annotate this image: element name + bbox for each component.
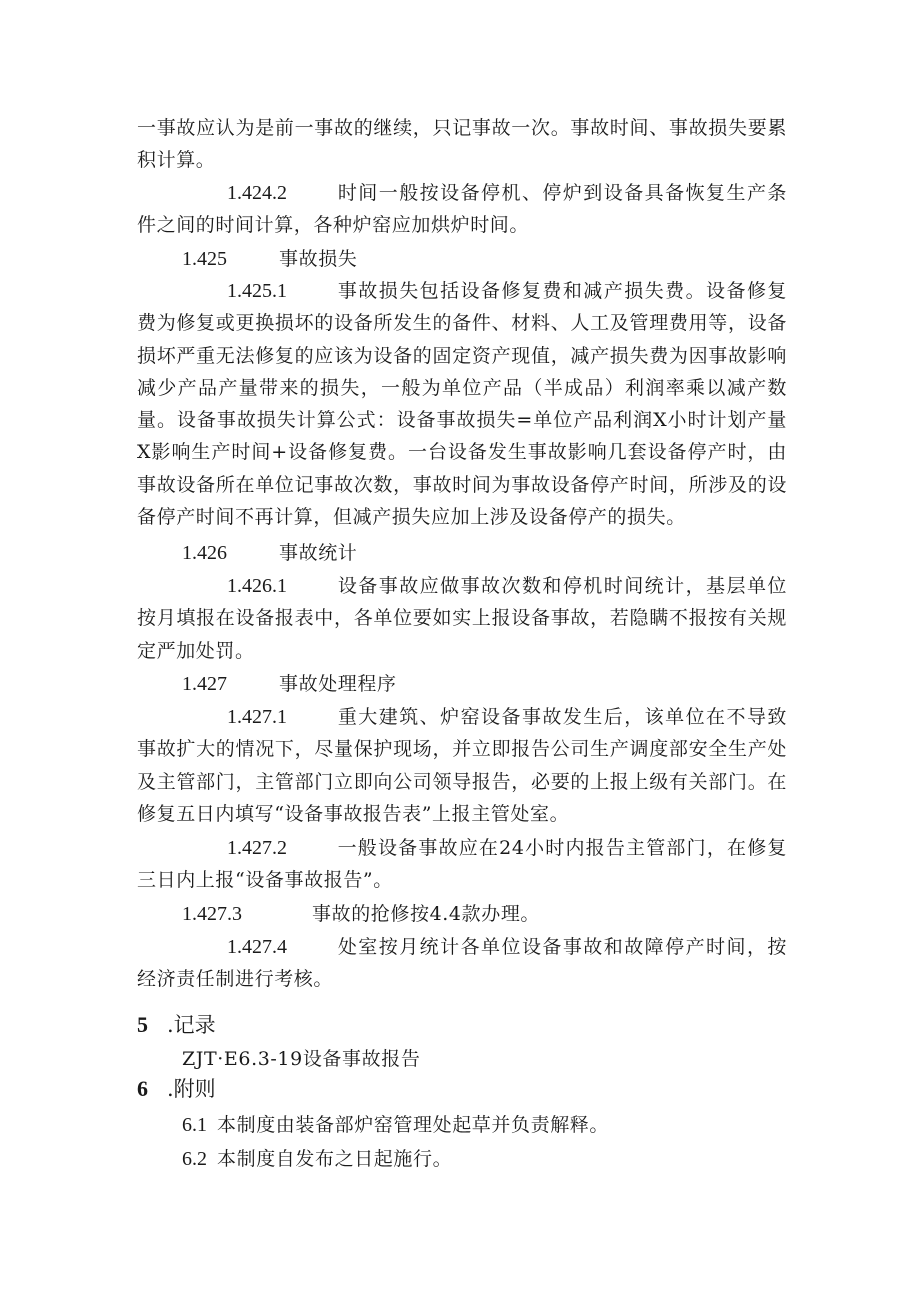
clause-heading: 事故损失 [279,248,358,270]
clause-number: 6.2 [182,1148,207,1170]
clause-number: 1.426 [182,542,227,564]
section-title: .附则 [167,1077,216,1101]
section-title: .记录 [167,1013,216,1037]
section-5-heading [137,1008,216,1042]
section-6-heading [137,1072,216,1106]
clause-text: 时间一般按设备停机、停炉到设备具备恢复生产条件之间的时间计算，各种炉窑应加烘炉时间。 [137,182,787,237]
clause-heading: 事故统计 [279,542,358,564]
clause-number: 1.425.1 [227,280,287,302]
clause-1-427-4 [137,931,787,996]
clause-1-427-2 [137,832,787,897]
clause-6-1 [182,1109,609,1141]
paragraph-continuation [137,112,787,177]
clause-number: 1.426.1 [227,575,287,597]
paragraph-text: 一事故应认为是前一事故的继续，只记事故一次。事故时间、事故损失要累积计算。 [137,117,787,172]
clause-text: 事故的抢修按4.4款办理。 [312,903,541,925]
clause-1-427-heading [182,668,397,700]
clause-text: 设备事故应做事故次数和停机时间统计，基层单位按月填报在设备报表中，各单位要如实上报设备事故，若隐瞒不报按有关规定严加处罚。 [137,575,787,662]
clause-number: 1.427 [182,673,227,695]
clause-1-427-1 [137,701,787,830]
clause-1-425-heading [182,243,357,275]
clause-text: 本制度自发布之日起施行。 [217,1148,453,1170]
clause-heading: 事故处理程序 [279,673,397,695]
clause-1-427-3 [182,898,540,930]
record-item [182,1043,420,1075]
clause-number: 1.427.3 [182,903,242,925]
clause-6-2 [182,1143,452,1175]
clause-text: 重大建筑、炉窑设备事故发生后，该单位在不导致事故扩大的情况下，尽量保护现场，并立即报告公司生产调度部安全生产处及主管部门，主管部门立即向公司领导报告，必要的上报上级有关部门。在修复五日内填写“设备事故报告表”上报主管处室。 [137,706,787,825]
clause-1-425-1 [137,275,787,533]
record-item-text: ZJT·E6.3-19设备事故报告 [182,1048,421,1070]
clause-1-426-heading [182,537,357,569]
clause-number: 1.424.2 [227,182,287,204]
clause-number: 1.427.2 [227,837,287,859]
clause-1-426-1 [137,570,787,667]
clause-number: 6.1 [182,1114,207,1136]
clause-text: 处室按月统计各单位设备事故和故障停产时间，按经济责任制进行考核。 [137,936,787,991]
clause-number: 1.427.1 [227,706,287,728]
clause-text: 一般设备事故应在24小时内报告主管部门，在修复三日内上报“设备事故报告”。 [137,837,787,892]
clause-number: 1.425 [182,248,227,270]
section-number: 6 [137,1076,148,1101]
clause-number: 1.427.4 [227,936,287,958]
clause-text: 本制度由装备部炉窑管理处起草并负责解释。 [217,1114,610,1136]
clause-text: 事故损失包括设备修复费和减产损失费。设备修复费为修复或更换损坏的设备所发生的备件、材料、人工及管理费用等，设备损坏严重无法修复的应该为设备的固定资产现值，减产损失费为因事故影响减少产品产量带来的损失，一般为单位产品（半成品）利润率乘以减产数量。设备事故损失计算公式：设备事故损失=单位产品利润X小时计划产量X影响生产时间+设备修复费。一台设备发生事故影响几套设备停产时，由事故设备所在单位记事故次数，事故时间为事故设备停产时间，所涉及的设备停产时间不再计算，但减产损失应加上涉及设备停产的损失。 [137,280,787,529]
clause-1-424-2 [137,177,787,242]
section-number: 5 [137,1012,148,1037]
